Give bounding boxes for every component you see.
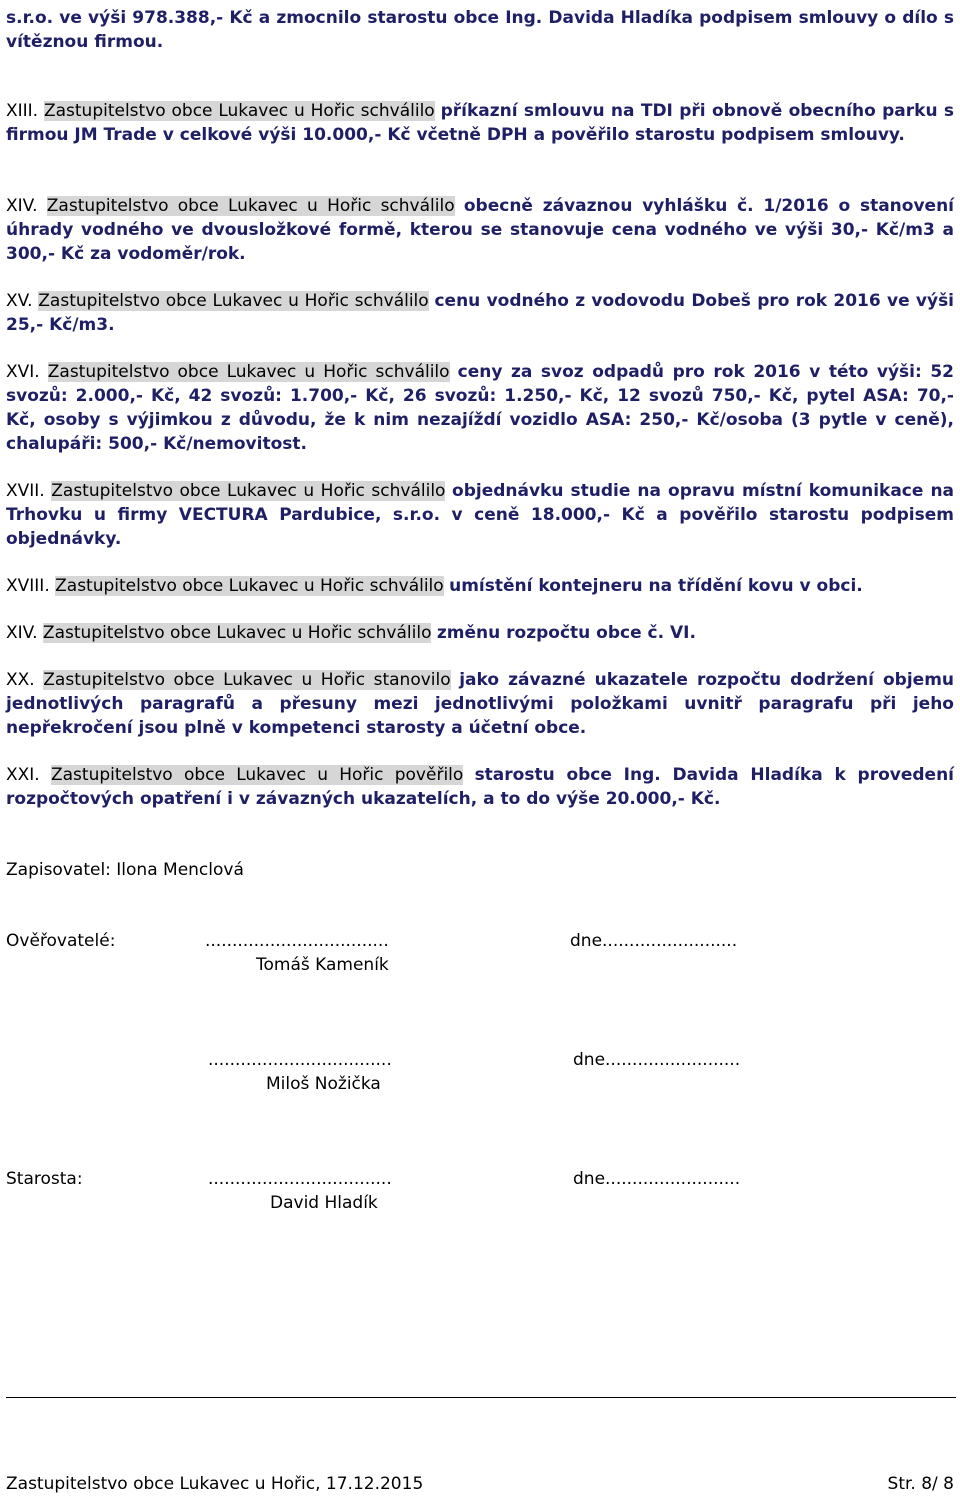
mayor-label: Starosta: — [6, 1169, 83, 1189]
resolution-xiv — [6, 194, 954, 266]
signature-line: .................................. — [208, 1169, 392, 1189]
resolution-action: Zastupitelstvo obce Lukavec u Hořic schválilo — [47, 362, 450, 382]
date-line: dne......................... — [573, 1050, 741, 1070]
resolution-xvi — [6, 360, 954, 456]
mayor-name: David Hladík — [270, 1193, 378, 1213]
resolution-number: XV. — [6, 291, 33, 311]
verifier-name: Miloš Nožička — [266, 1074, 381, 1094]
recorder-line: Zapisovatel: Ilona Menclová — [6, 860, 244, 880]
resolution-text: starostu obce Ing. Davida Hladíka k provedení rozpočtových opatření i v závazných ukazatelích, a to do výše 20.000,- Kč. — [6, 765, 955, 809]
resolution-text: příkazní smlouvu na TDI při obnově obecního parku s firmou JM Trade v celkové výši 10.000,- Kč včetně DPH a pověřilo starostu podpisem smlouvy. — [6, 101, 955, 145]
resolution-number: XVII. — [6, 481, 45, 501]
resolution-action: Zastupitelstvo obce Lukavec u Hořic schválilo — [46, 196, 455, 216]
resolution-text: jako závazné ukazatele rozpočtu dodržení objemu jednotlivých paragrafů a přesuny mezi jednotlivými položkami uvnitř paragrafu při jeho nepřekročení jsou plně v kompetenci starosty a účetní obce. — [6, 670, 955, 738]
resolution-action: Zastupitelstvo obce Lukavec u Hořic schválilo — [42, 623, 432, 643]
resolution-number: XX. — [6, 670, 35, 690]
footer-municipality-date: Zastupitelstvo obce Lukavec u Hořic, 17.12.2015 — [6, 1474, 424, 1494]
resolution-number: XIII. — [6, 101, 39, 121]
resolution-text: cenu vodného z vodovodu Dobeš pro rok 2016 ve výši 25,- Kč/m3. — [6, 291, 955, 335]
resolution-xxi — [6, 763, 954, 811]
resolution-text: s.r.o. ve výši 978.388,- Kč a zmocnilo starostu obce Ing. Davida Hladíka podpisem smlouvy o dílo s vítěznou firmou. — [6, 8, 954, 52]
resolution-number: XVI. — [6, 362, 40, 382]
date-line: dne......................... — [573, 1169, 741, 1189]
resolution-xvii — [6, 479, 954, 551]
verifiers-label: Ověřovatelé: — [6, 931, 116, 951]
resolution-text: umístění kontejneru na třídění kovu v obci. — [449, 576, 863, 596]
resolution-text: objednávku studie na opravu místní komunikace na Trhovku u firmy VECTURA Pardubice, s.r.o. v ceně 18.000,- Kč a pověřilo starostu podpisem objednávky. — [6, 481, 955, 549]
resolution-text: změnu rozpočtu obce č. VI. — [436, 623, 696, 643]
resolution-xiv-b — [6, 621, 954, 645]
resolution-xviii — [6, 574, 954, 598]
resolution-number: XVIII. — [6, 576, 50, 596]
resolution-action: Zastupitelstvo obce Lukavec u Hořic schválilo — [51, 481, 446, 501]
footer-page-number: Str. 8/ 8 — [887, 1474, 954, 1494]
resolution-xx — [6, 668, 954, 740]
resolution-action: Zastupitelstvo obce Lukavec u Hořic stanovilo — [43, 670, 451, 690]
resolution-text: ceny za svoz odpadů pro rok 2016 v této výši: 52 svozů: 2.000,- Kč, 42 svozů: 1.700,- Kč, 26 svozů: 1.250,- Kč, 12 svozů 750,- Kč, pytel ASA: 70,- Kč, osoby s výjimkou z důvodu, že k nim nezajíždí vozidlo ASA: 250,- Kč/osoba (3 pytle v ceně), chalupáři: 500,- Kč/nemovitost. — [6, 362, 955, 454]
resolution-action: Zastupitelstvo obce Lukavec u Hořic pověřilo — [50, 765, 464, 785]
resolution-number: XIV. — [6, 196, 38, 216]
signature-line: .................................. — [208, 1050, 392, 1070]
resolution-number: XXI. — [6, 765, 40, 785]
signature-line: .................................. — [205, 931, 389, 951]
resolution-xv — [6, 289, 954, 337]
resolution-text: obecně závaznou vyhlášku č. 1/2016 o stanovení úhrady vodného ve dvousložkové formě, kterou se stanovuje cena vodného ve výši 30,- Kč/m3 a 300,- Kč za vodoměr/rok. — [6, 196, 955, 264]
date-line: dne......................... — [570, 931, 738, 951]
verifier-name: Tomáš Kameník — [256, 955, 389, 975]
resolution-action: Zastupitelstvo obce Lukavec u Hořic schválilo — [43, 101, 435, 121]
resolution-continuation — [6, 6, 954, 54]
resolution-action: Zastupitelstvo obce Lukavec u Hořic schválilo — [55, 576, 444, 596]
resolution-number: XIV. — [6, 623, 38, 643]
resolution-xiii — [6, 99, 954, 147]
footer-divider — [6, 1397, 956, 1398]
resolution-action: Zastupitelstvo obce Lukavec u Hořic schválilo — [38, 291, 429, 311]
